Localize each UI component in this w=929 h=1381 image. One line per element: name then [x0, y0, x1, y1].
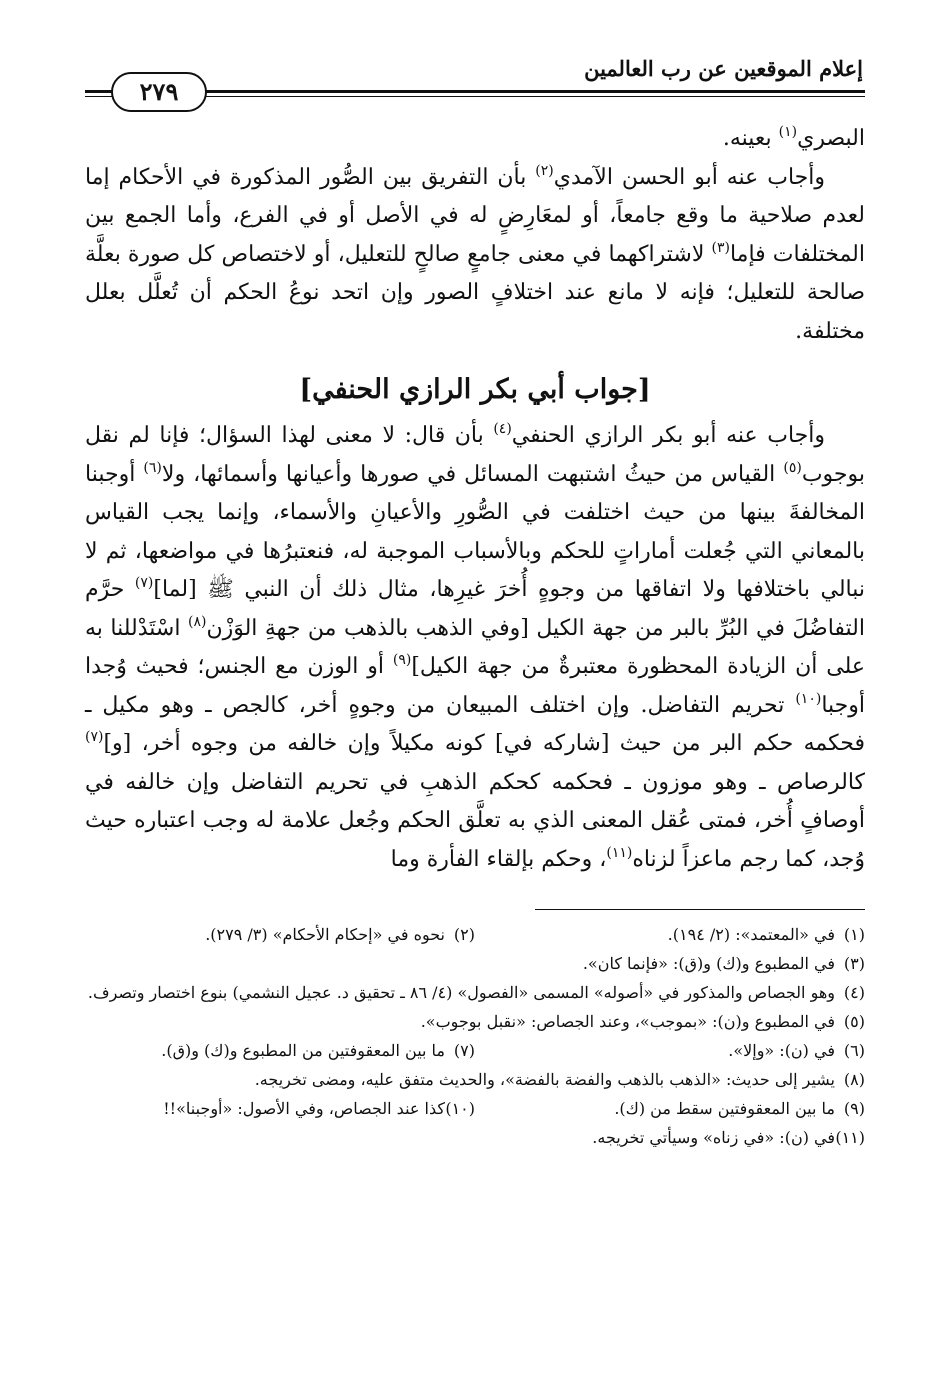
text-run: كالرصاص ـ وهو موزون ـ فحكمه كحكم الذهبِ في تحريم التفاضل وإن خالفه في أوصافٍ أُخر، فمتى عُقل المعنى الذي به تعلَّق الحكم وجُعل علامة له وجب اعتباره حيث وُجد، كما رجم ماعزاً لزناه	[85, 769, 865, 872]
text-run: أوجبنا المخالفةَ بينها من حيث اختلفت في الصُّورِ والأعيانِ والأسماء، وإنما يجب القياس بالمعاني التي جُعلت أماراتٍ للحكم وبالأسباب الموجبة له، فنعتبرُها في مواضعها، ثم لا نبالي باختلافها ولا اتفاقها من وجوهٍ أُخرَ غيرِها، مثال ذلك أن النبي ﷺ [لما]	[85, 461, 865, 602]
footnote-ref: (١١)	[606, 844, 633, 861]
footnote-text: في المطبوع و(ن): «بموجب»، وعند الجصاص: «نقبل بوجوب».	[420, 1012, 835, 1031]
footnote-number: (١١)	[835, 1128, 865, 1147]
footnote	[475, 1036, 865, 1065]
footnote-row	[85, 1036, 865, 1065]
footnote	[85, 1123, 865, 1152]
page-header	[85, 50, 865, 108]
footnote-text: نحوه في «إحكام الأحكام» (٣/ ٢٧٩).	[205, 925, 445, 944]
text-run: لاشتراكهما في معنى جامعٍ صالحٍ للتعليل، أو لاختصاص كل صورة بعلَّة صالحة للتعليل؛ فإنه لا مانع عند اختلافٍ الصور وإن اتحد نوعُ الحكم أن تُعلَّل بعلل مختلفة.	[85, 241, 865, 344]
footnote-number: (٧)	[453, 1041, 475, 1060]
text-run: وأجاب عنه أبو بكر الرازي الحنفي	[511, 423, 825, 448]
footnote-number: (٦)	[843, 1041, 865, 1060]
footnote-number: (٥)	[843, 1012, 865, 1031]
footnote-number: (٩)	[843, 1099, 865, 1118]
text-run: بأن التفريق بين الصُّور المذكورة في الأحكام إما لعدم صلاحية ما وقع جامعاً، أو لمعَارِضٍ له في الأصل أو في الفرع، وأما الجمع بين المختلفات فإما	[85, 164, 865, 267]
footnote-number: (١)	[843, 925, 865, 944]
footnote-text: يشير إلى حديث: «الذهب بالذهب والفضة بالفضة»، والحديث متفق عليه، ومضى تخريجه.	[254, 1070, 835, 1089]
footnote-row	[85, 949, 865, 978]
text-run: بأن قال: لا معنى لهذا السؤال؛ فإنا لم نقل بوجوب	[85, 423, 866, 487]
footnote-ref: (١)	[778, 124, 798, 140]
footnote-row	[85, 1123, 865, 1152]
footnote-number: (١٠)	[445, 1099, 475, 1118]
text-run: حرَّم التفاضُلَ في البُرِّ بالبر من جهة الكيل [وفي الذهب بالذهب من جهةِ الوَزْن	[85, 577, 865, 641]
footnote-separator	[535, 909, 865, 910]
footnote-row	[85, 1065, 865, 1094]
footnote-text: ما بين المعقوفتين من المطبوع و(ك) و(ق).	[161, 1041, 445, 1060]
text-run: ، وحكم بإلقاء الفأرة وما	[390, 846, 607, 872]
text-run: بعينه.	[722, 126, 779, 151]
footnote-number: (٨)	[843, 1070, 865, 1089]
footnote	[85, 978, 865, 1007]
footnote-ref: (٧)	[85, 729, 104, 745]
footnote	[85, 949, 865, 978]
text-run: تحريم التفاضل. وإن اختلف المبيعان من وجوهٍ أخر، كالجص ـ وهو مكيل ـ فحكمه حكم البر من حيث [شاركه في] كونه مكيلاً وإن خالفه من وجوه أخر، [و]	[85, 692, 865, 756]
footnote-row	[85, 920, 865, 949]
footnote-ref: (٩)	[392, 652, 412, 668]
footnote-row	[85, 1007, 865, 1036]
footnote-ref: (٣)	[711, 239, 730, 256]
footnote-number: (٣)	[843, 954, 865, 973]
text-run: اسْتَدْللنا به على أن الزيادة المحظورة معتبرةٌ من جهة الكيل]	[85, 615, 865, 679]
footnote	[85, 920, 475, 949]
book-page	[85, 50, 865, 1152]
footnote-ref: (١٠)	[795, 690, 822, 707]
footnote-text: في (ن): «وإلا».	[728, 1041, 835, 1060]
footnote	[475, 1094, 865, 1123]
footnote-text: ما بين المعقوفتين سقط من (ك).	[614, 1099, 835, 1118]
footnote	[85, 1065, 865, 1094]
footnote-ref: (٦)	[143, 459, 162, 476]
main-text	[85, 120, 865, 879]
paragraph	[85, 120, 865, 159]
text-run: القياس من حيثُ اشتبهت المسائل في صورها وأعيانها وأسمائها، ولا	[161, 461, 784, 487]
footnote-number: (٤)	[843, 983, 865, 1002]
footnote-text: وهو الجصاص والمذكور في «أصوله» المسمى «الفصول» (٤/ ٨٦ ـ تحقيق د. عجيل النشمي) بنوع اختصار وتصرف.	[87, 983, 835, 1002]
page-number: ٢٧٩	[111, 72, 207, 112]
footnote	[475, 920, 865, 949]
footnote	[85, 1036, 475, 1065]
paragraph	[85, 159, 865, 352]
section-heading: [جواب أبي بكر الرازي الحنفي]	[299, 374, 651, 405]
footnote-text: كذا عند الجصاص، وفي الأصول: «أوجبنا»!!	[163, 1099, 445, 1118]
footnote	[85, 1007, 865, 1036]
text-run: وأجاب عنه أبو الحسن الآمدي	[553, 164, 825, 190]
footnote-ref: (٤)	[493, 421, 512, 437]
footnote	[85, 1094, 475, 1123]
footnote-text: في المطبوع و(ك) و(ق): «فإنما كان».	[582, 954, 835, 973]
footnote-row	[85, 1094, 865, 1123]
paragraph	[85, 417, 865, 879]
footnote-number: (٢)	[453, 925, 475, 944]
footnote-ref: (٧)	[134, 575, 154, 591]
footnote-ref: (٥)	[783, 459, 802, 476]
book-title: إعلام الموقعين عن رب العالمين	[584, 56, 863, 81]
text-run: البصري	[797, 126, 865, 151]
footnote-row	[85, 978, 865, 1007]
footnote-text: في «المعتمد»: (٢/ ١٩٤).	[667, 925, 835, 944]
footnotes	[85, 920, 865, 1152]
footnote-ref: (٨)	[187, 613, 207, 630]
footnote-ref: (٢)	[535, 162, 554, 179]
text-run: أو الوزن مع الجنس؛ فحيث وُجدا أوجبا	[85, 654, 865, 718]
footnote-text: في (ن): «في زناه» وسيأتي تخريجه.	[592, 1128, 835, 1147]
